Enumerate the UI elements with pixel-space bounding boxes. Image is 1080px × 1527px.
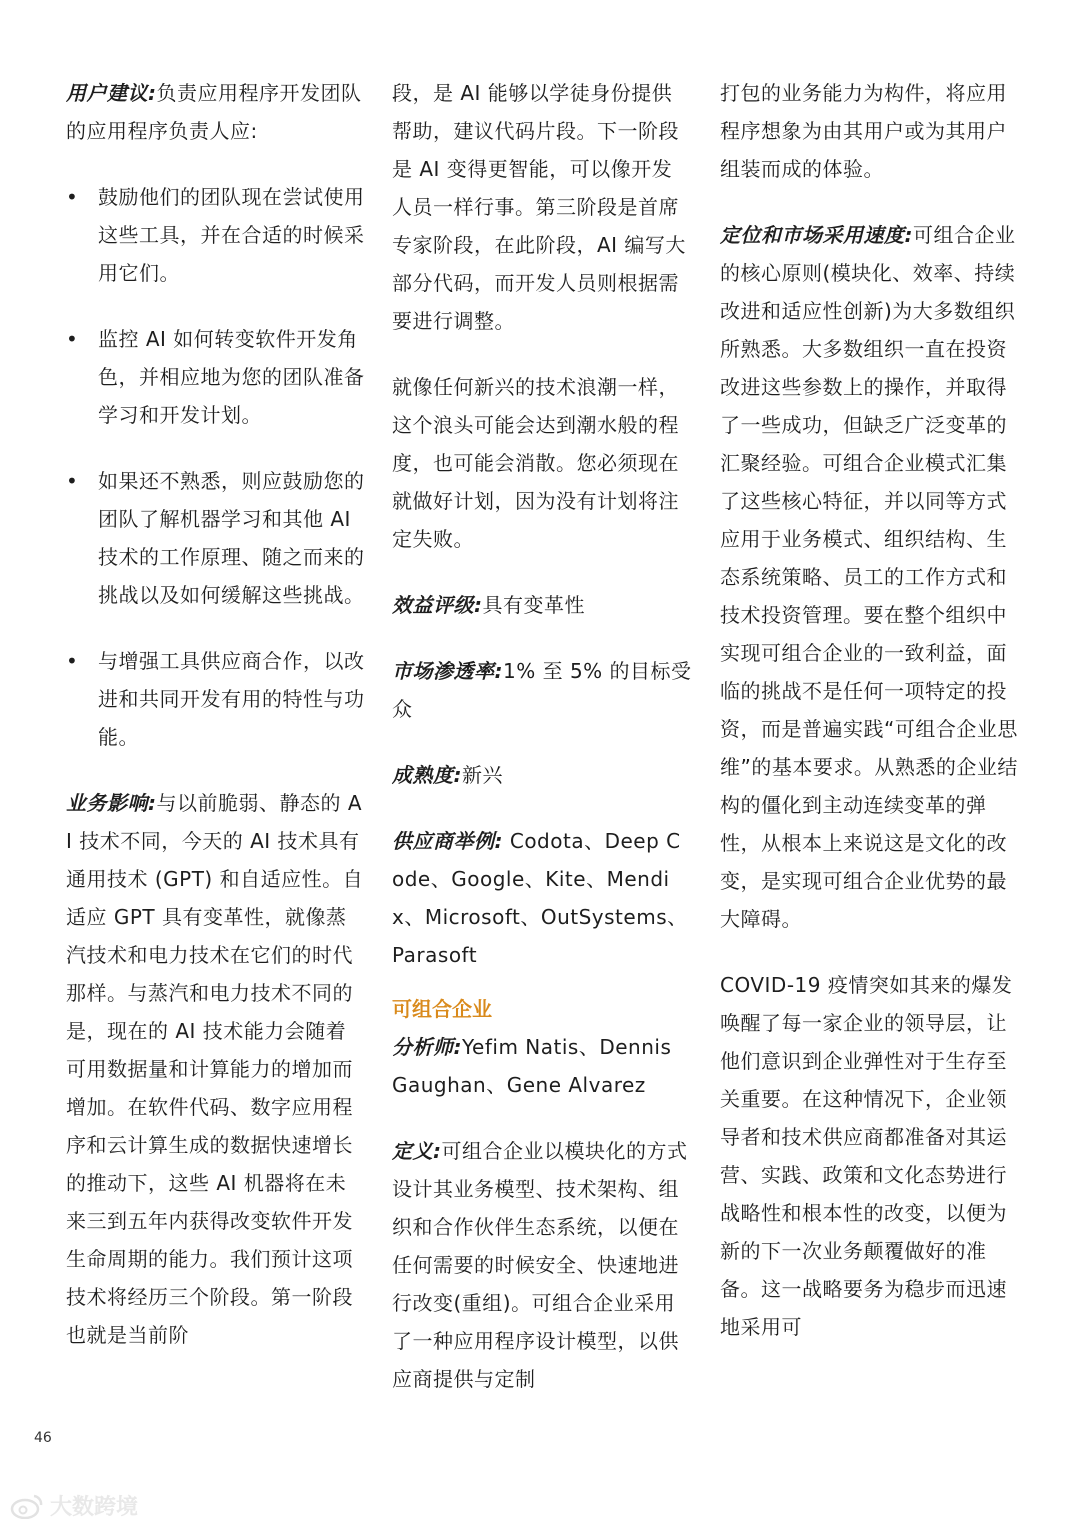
benefit-value: 具有变革性 (482, 593, 585, 617)
maturity (392, 756, 692, 794)
bullet-text: 监控 AI 如何转变软件开发角色，并相应地为您的团队准备学习和开发计划。 (98, 327, 365, 427)
vendors-label: 供应商举例: (392, 829, 503, 853)
maturity-label: 成熟度: (392, 763, 462, 787)
business-impact-paragraph (66, 784, 366, 1354)
user-advice-paragraph (66, 74, 366, 150)
market-label: 市场渗透率: (392, 659, 503, 683)
bullet-dot: • (66, 327, 79, 351)
definition-text: 可组合企业以模块化的方式设计其业务模型、技术架构、组织和合作伙伴生态系统，以便在任何需要的时候安全、快速地进行改变(重组)。可组合企业采用了一种应用程序设计模型，以供应商提供与定制 (392, 1139, 688, 1391)
user-advice-text: 负责应用程序开发团队的应用程序负责人应: (66, 81, 362, 143)
position-adoption-paragraph (720, 216, 1020, 938)
wave-paragraph: 就像任何新兴的技术浪潮一样，这个浪头可能会达到潮水般的程度，也可能会消散。您必须现在就做好计划，因为没有计划将注定失败。 (392, 375, 679, 551)
bullet-item (66, 642, 366, 756)
user-advice-label: 用户建议: (66, 81, 157, 105)
bullet-text: 鼓励他们的团队现在尝试使用这些工具，并在合适的时候采用它们。 (98, 185, 365, 285)
analysts (392, 1028, 692, 1104)
analyst-label: 分析师: (392, 1035, 462, 1059)
bullet-dot: • (66, 185, 79, 209)
section-title: 可组合企业 (392, 997, 492, 1021)
bullet-text: 与增强工具供应商合作，以改进和共同开发有用的特性与功能。 (98, 649, 365, 749)
vendors-value: Codota、Deep Code、Google、Kite、Mendix、Microsoft、OutSystems、Parasoft (392, 829, 688, 967)
building-blocks-paragraph: 打包的业务能力为构件，将应用程序想象为由其用户或为其用户组装而成的体验。 (720, 81, 1007, 181)
watermark-text: 大数跨境 (50, 1495, 139, 1520)
watermark (10, 1490, 138, 1521)
market-penetration (392, 652, 692, 728)
benefit-label: 效益评级: (392, 593, 483, 617)
phases-paragraph: 段，是 AI 能够以学徒身份提供帮助，建议代码片段。下一阶段是 AI 变得更智能，可以像开发人员一样行事。第三阶段是首席专家阶段，在此阶段，AI 编写大部分代码，而开发人员则根据需要进行调整。 (392, 81, 686, 333)
position-adoption-text: 可组合企业的核心原则(模块化、效率、持续改进和适应性创新)为大多数组织所熟悉。大多数组织一直在投资改进这些参数上的操作，并取得了一些成功，但缺乏广泛变革的汇聚经验。可组合企业模式汇集了这些核心特征，并以同等方式应用于业务模式、组织结构、生态系统策略、员工的工作方式和技术投资管理。要在整个组织中实现可组合企业的一致利益，面临的挑战不是任何一项特定的投资，而是普遍实践“可组合企业思维”的基本要求。从熟悉的企业结构的僵化到主动连续变革的弹性，从根本上来说这是文化的改变，是实现可组合企业优势的最大障碍。 (720, 223, 1018, 931)
page-number: 46 (34, 1430, 52, 1446)
column-1 (66, 74, 366, 1354)
market-value: 1% 至 5% 的目标受众 (392, 659, 692, 721)
column-3 (720, 74, 1020, 1346)
bullet-item (66, 320, 366, 434)
column-2 (392, 74, 692, 1398)
bullet-dot: • (66, 469, 79, 493)
bullet-dot: • (66, 649, 79, 673)
benefit-rating (392, 586, 692, 624)
bullet-text: 如果还不熟悉，则应鼓励您的团队了解机器学习和其他 AI 技术的工作原理、随之而来的挑战以及如何缓解这些挑战。 (98, 469, 365, 607)
analyst-value: Yefim Natis、Dennis Gaughan、Gene Alvarez (392, 1035, 672, 1097)
definition-paragraph (392, 1132, 692, 1398)
bullet-item (66, 462, 366, 614)
weibo-logo-icon (10, 1493, 44, 1519)
bullet-item (66, 178, 366, 292)
business-impact-label: 业务影响: (66, 791, 157, 815)
position-adoption-label: 定位和市场采用速度: (720, 223, 913, 247)
business-impact-text: 与以前脆弱、静态的 AI 技术不同，今天的 AI 技术具有通用技术 (GPT) 和自适应性。自适应 GPT 具有变革性，就像蒸汽技术和电力技术在它们的时代那样。与蒸汽和电力技术不同的是，现在的 AI 技术能力会随着可用数据量和计算能力的增加而增加。在软件代码、数字应用程序和云计算生成的数据快速增长的推动下，这些 AI 机器将在未来三到五年内获得改变软件开发生命周期的能力。我们预计这项技术将经历三个阶段。第一阶段也就是当前阶 (66, 791, 364, 1347)
definition-label: 定义: (392, 1139, 442, 1163)
sample-vendors (392, 822, 692, 974)
covid-paragraph: COVID-19 疫情突如其来的爆发唤醒了每一家企业的领导层，让他们意识到企业弹性对于生存至关重要。在这种情况下，企业领导者和技术供应商都准备对其运营、实践、政策和文化态势进行战略性和根本性的改变，以便为新的下一次业务颠覆做好的准备。这一战略要务为稳步而迅速地采用可 (720, 973, 1013, 1339)
maturity-value: 新兴 (462, 763, 503, 787)
